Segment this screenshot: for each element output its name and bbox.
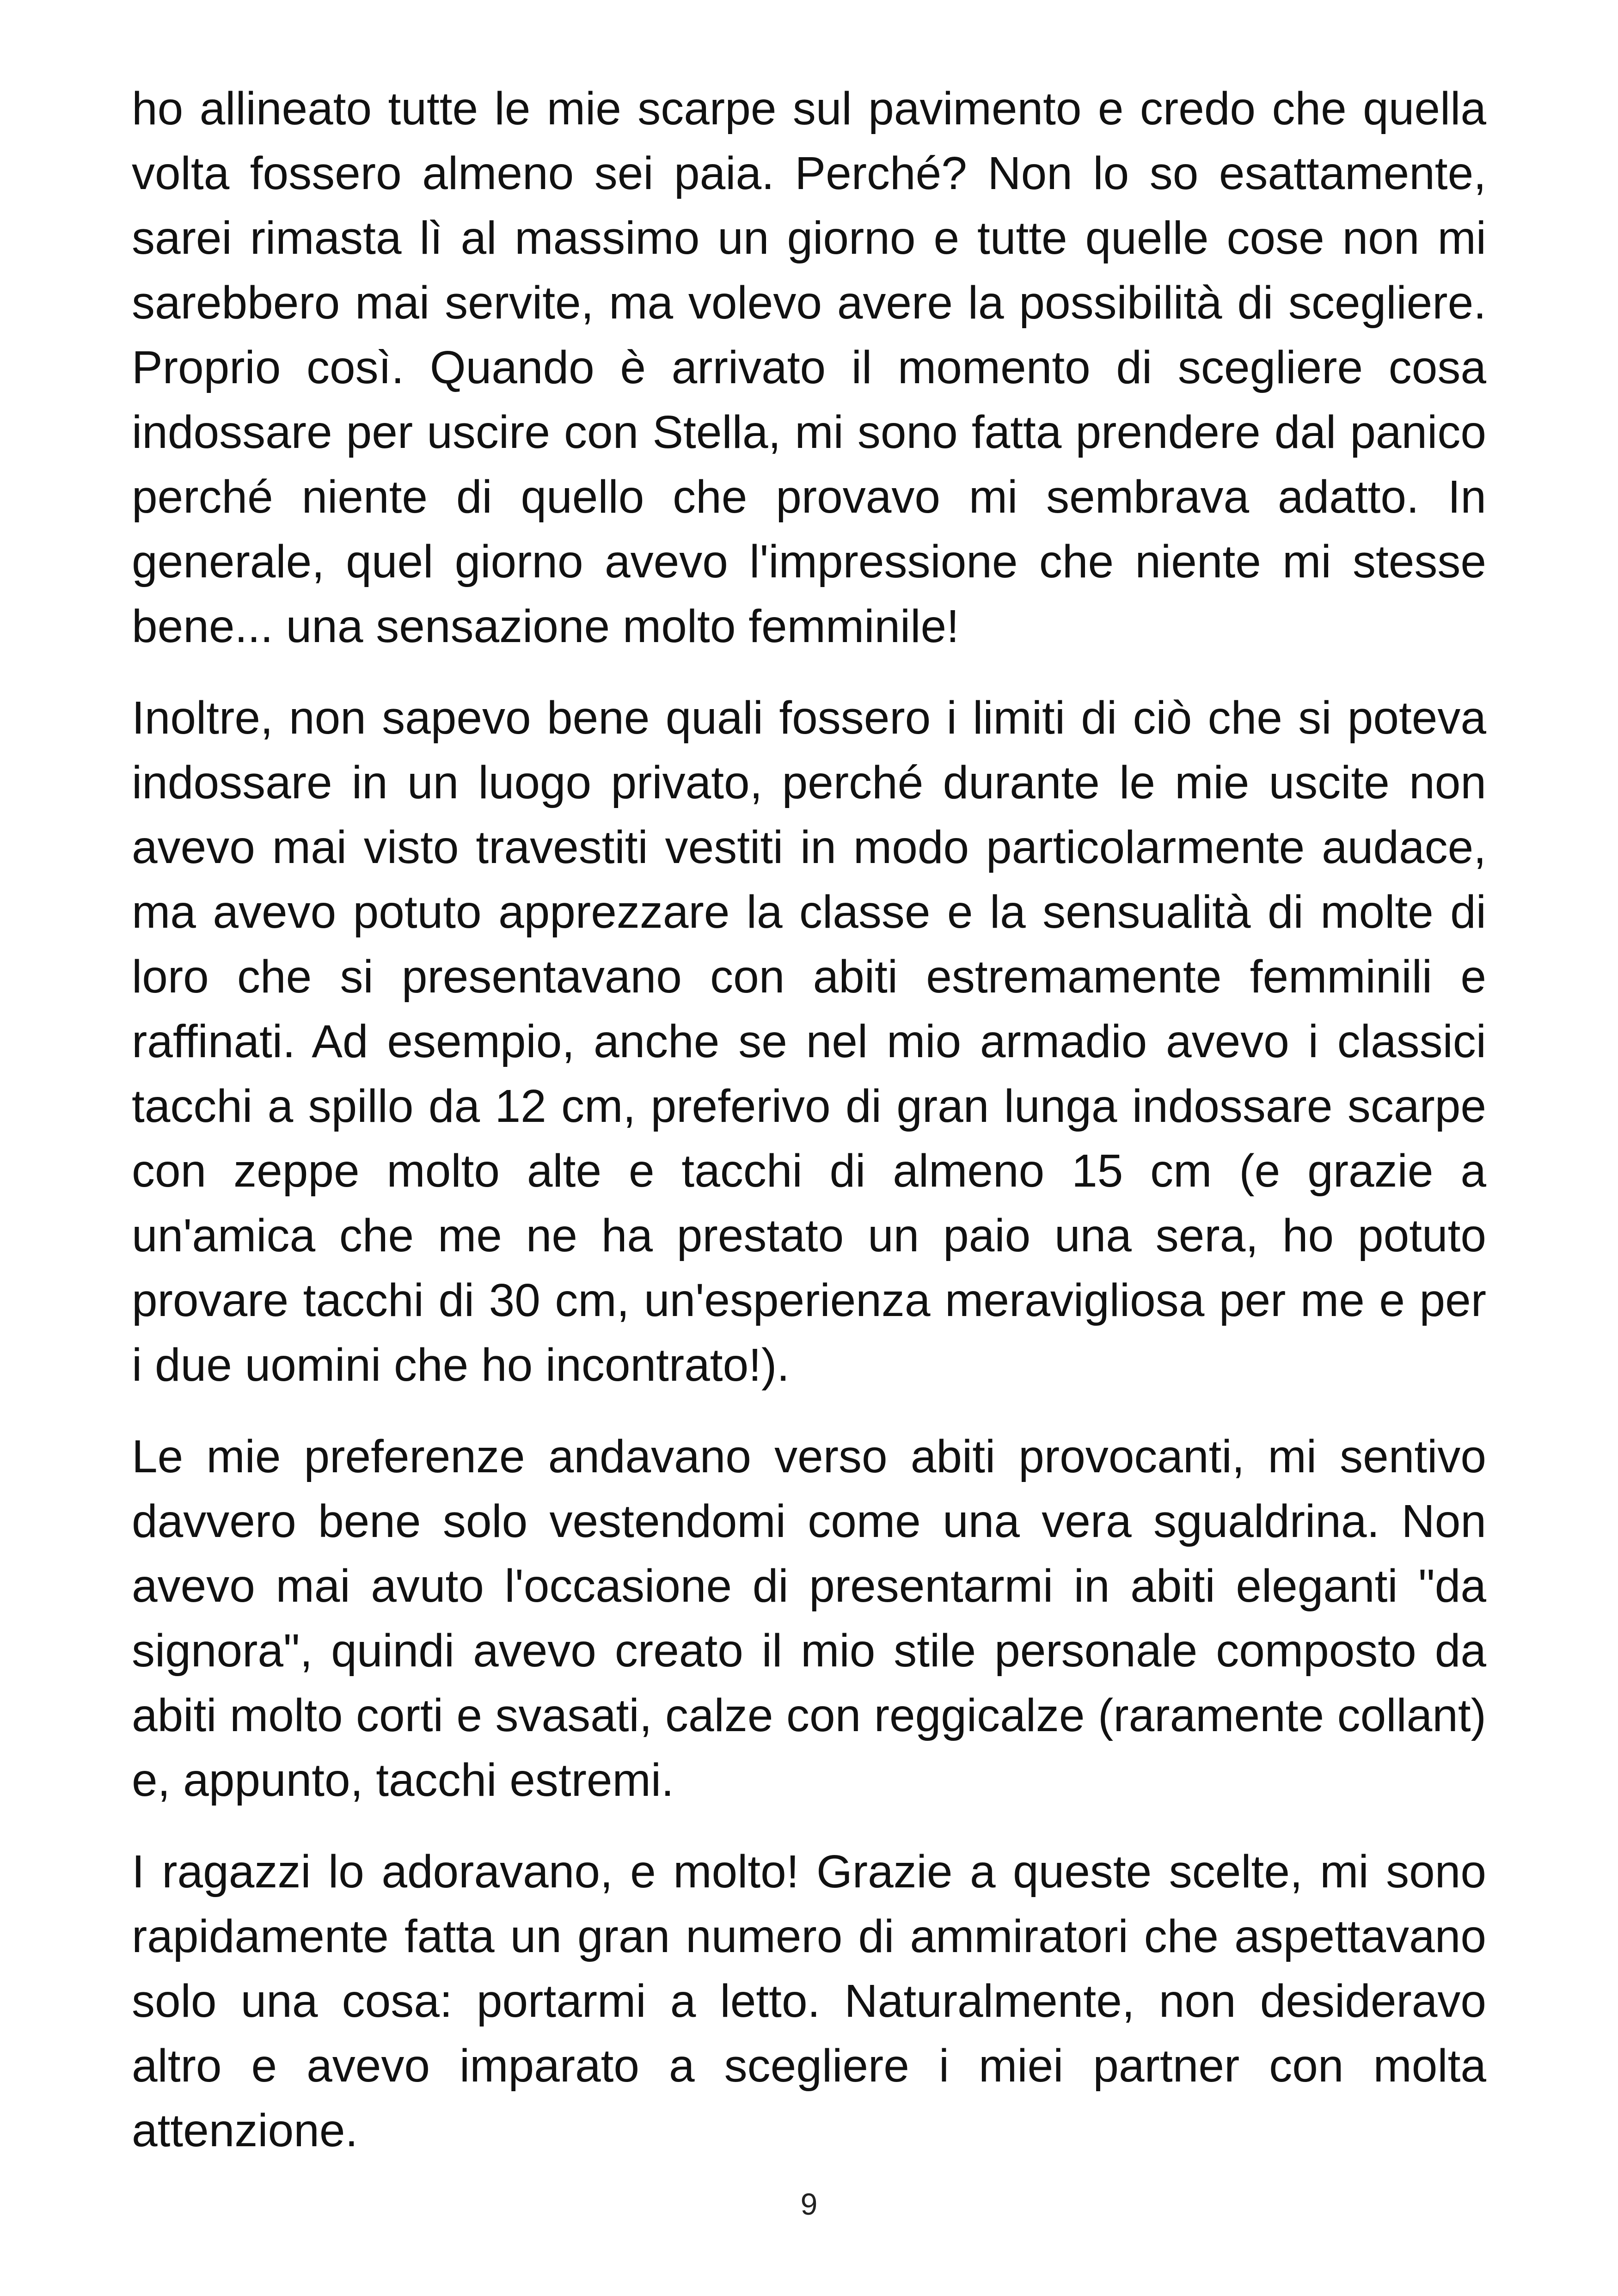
paragraph-1: ho allineato tutte le mie scarpe sul pavimento e credo che quella volta fossero almeno sei paia. Perché? Non lo so esattamente, sarei rimasta lì al massimo un giorno e tutte quelle cose non mi sarebbero mai servite, ma volevo avere la possibilità di scegliere. Proprio così. Quando è arrivato il momento di scegliere cosa indossare per uscire con Stella, mi sono fatta prendere dal panico perché niente di quello che provavo mi sembrava adatto. In generale, quel giorno avevo l'impressione che niente mi stesse bene... una sensazione molto femminile! [132,83,1486,652]
page-number: 9 [800,2187,818,2221]
paragraph-2: Inoltre, non sapevo bene quali fossero i limiti di ciò che si poteva indossare in un luogo privato, perché durante le mie uscite non avevo mai visto travestiti vestiti in modo particolarmente audace, ma avevo potuto apprezzare la classe e la sensualità di molte di loro che si presentavano con abiti estremamente femminili e raffinati. Ad esempio, anche se nel mio armadio avevo i classici tacchi a spillo da 12 cm, preferivo di gran lunga indossare scarpe con zeppe molto alte e tacchi di almeno 15 cm (e grazie a un'amica che me ne ha prestato un paio una sera, ho potuto provare tacchi di 30 cm, un'esperienza meravigliosa per me e per i due uomini che ho incontrato!). [132,692,1486,1391]
paragraph-4: I ragazzi lo adoravano, e molto! Grazie a queste scelte, mi sono rapidamente fatta un gran numero di ammiratori che aspettavano solo una cosa: portarmi a letto. Naturalmente, non desideravo altro e avevo imparato a scegliere i miei partner con molta attenzione. [132,1846,1486,2156]
body-text [132,76,1486,2190]
paragraph-3: Le mie preferenze andavano verso abiti provocanti, mi sentivo davvero bene solo vestendomi come una vera sgualdrina. Non avevo mai avuto l'occasione di presentarmi in abiti eleganti "da signora", quindi avevo creato il mio stile personale composto da abiti molto corti e svasati, calze con reggicalze (raramente collant) e, appunto, tacchi estremi. [132,1431,1486,1806]
